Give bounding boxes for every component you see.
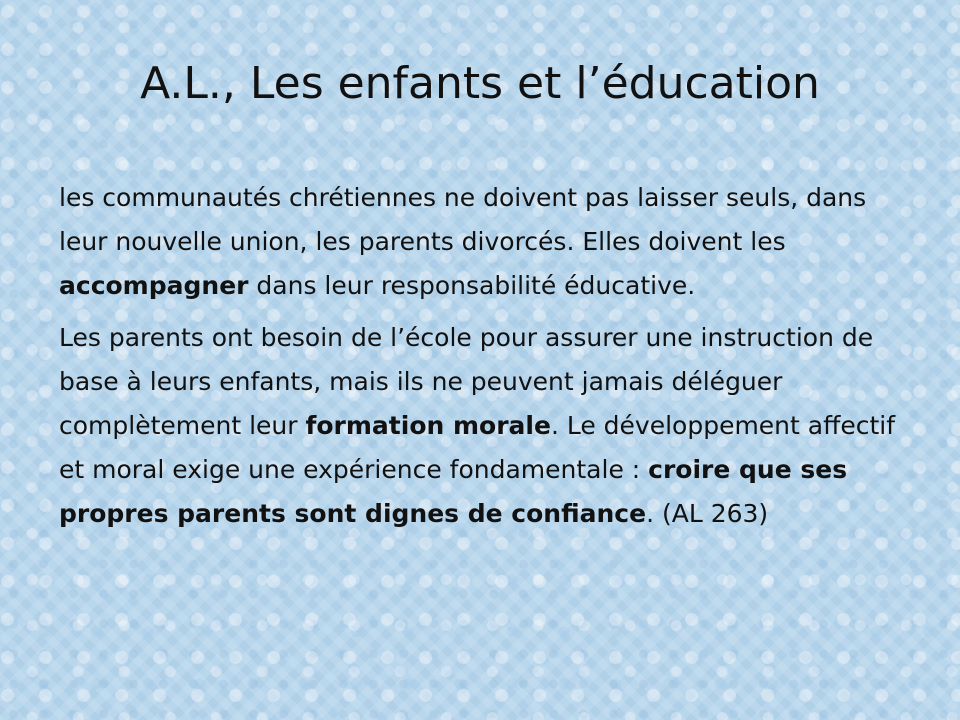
emphasis-accompagner: accompagner <box>59 271 249 300</box>
slide-title: A.L., Les enfants et l’éducation <box>140 58 820 109</box>
paragraph-2-text: Les parents ont besoin de l’école pour assurer une instruction de base à leurs enfants, mais ils ne peuvent jamais déléguer complètement leur <box>59 323 874 440</box>
paragraph-1-text-end: dans leur responsabilité éducative. <box>248 271 696 300</box>
slide-body <box>59 176 909 544</box>
paragraph-1-text: les communautés chrétiennes ne doivent pas laisser seuls, dans leur nouvelle union, les parents divorcés. Elles doivent les <box>59 183 867 256</box>
paragraph-2 <box>59 316 909 536</box>
emphasis-formation-morale: formation morale <box>305 411 551 440</box>
emphasis-confiance: croire que ses propres parents sont dignes de confiance <box>59 455 848 528</box>
paragraph-2-text-middle: . Le développement affectif et moral exige une expérience fondamentale : <box>59 411 895 484</box>
citation: . (AL 263) <box>646 499 769 528</box>
paragraph-1 <box>59 176 909 308</box>
